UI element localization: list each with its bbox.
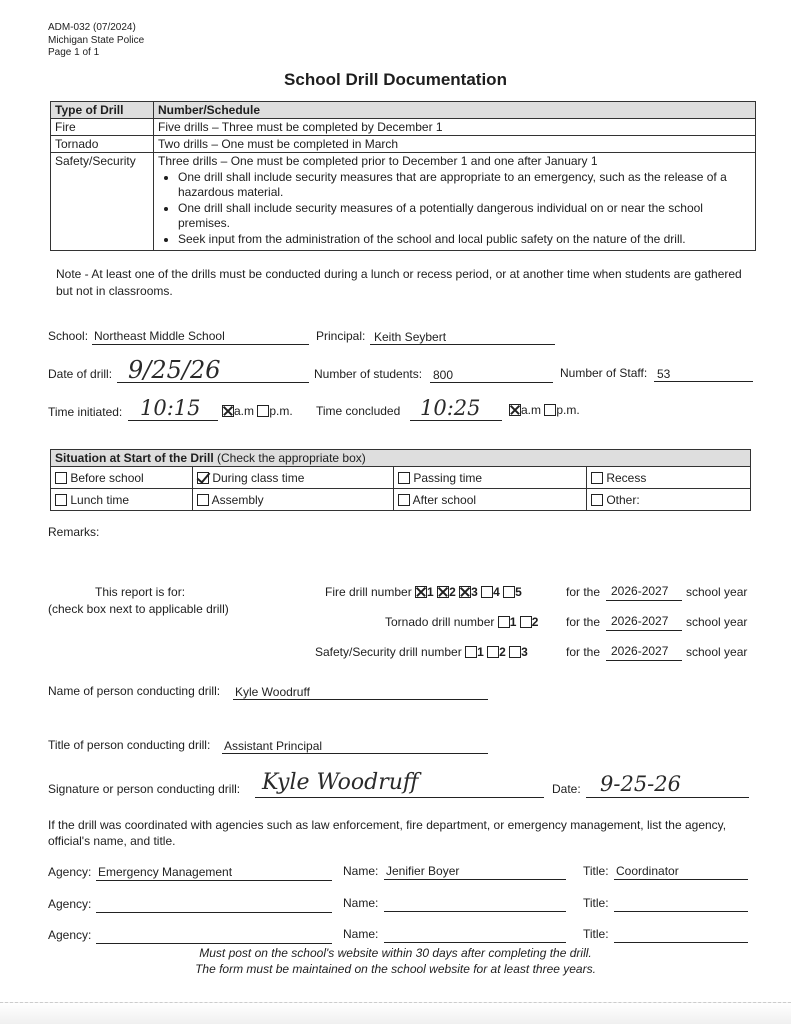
- option-after-school[interactable]: [394, 489, 587, 511]
- col-type-header: Type of Drill: [51, 102, 154, 119]
- official-title-field[interactable]: Coordinator: [616, 864, 679, 878]
- fire-drill-label: Fire drill number: [325, 585, 412, 599]
- option-label: Assembly: [211, 492, 264, 507]
- tornado-year-field[interactable]: 2026-2027: [611, 614, 669, 628]
- students-field[interactable]: 800: [433, 368, 454, 382]
- time-init-ampm: [222, 404, 293, 418]
- agency-line: [96, 912, 332, 913]
- drill-type-cell: Safety/Security: [51, 153, 154, 251]
- school-year-label: school year: [686, 585, 748, 599]
- agency-label: Agency:: [48, 865, 92, 879]
- official-name-line: [384, 942, 566, 943]
- bullet-item: • One drill shall include security measures that are appropriate to an emergency, such as the release of a hazardous material.: [178, 170, 751, 200]
- table-row: [51, 153, 756, 251]
- situation-table: [50, 449, 751, 511]
- school-line: [92, 344, 309, 345]
- official-name-line: [384, 911, 566, 912]
- checkbox[interactable]: [55, 494, 67, 506]
- fire-num: 4: [493, 585, 500, 599]
- checkbox[interactable]: [591, 472, 603, 484]
- fire-drill-checkbox-4[interactable]: [481, 586, 493, 598]
- tornado-drill-label: Tornado drill number: [385, 615, 495, 629]
- fire-drill-checkbox-5[interactable]: [503, 586, 515, 598]
- report-for-label: This report is for:: [95, 585, 186, 599]
- safety-year-field[interactable]: 2026-2027: [611, 644, 669, 658]
- official-name-label: Name:: [343, 896, 379, 910]
- official-title-label: Title:: [583, 864, 609, 878]
- am-label: a.m: [521, 403, 542, 417]
- safety-num: 2: [499, 645, 506, 659]
- page-number: Page 1 of 1: [48, 47, 100, 58]
- year-line: [606, 600, 682, 601]
- fire-num: 1: [427, 585, 434, 599]
- sig-date-field[interactable]: 9-25-26: [600, 772, 681, 796]
- principal-field[interactable]: Keith Seybert: [374, 330, 447, 344]
- sig-date-line: [586, 797, 749, 798]
- tornado-drill-checkbox-1[interactable]: [498, 616, 510, 628]
- official-name-label: Name:: [343, 927, 379, 941]
- situation-header: [51, 450, 751, 467]
- official-title-line: [614, 879, 748, 880]
- situation-header-hint: (Check the appropriate box): [217, 451, 366, 465]
- am-checkbox[interactable]: [509, 404, 521, 416]
- option-label: During class time: [212, 470, 305, 485]
- person-name-field[interactable]: Kyle Woodruff: [235, 685, 310, 699]
- drill-type-cell: Fire: [51, 119, 154, 136]
- agency-label: Agency:: [48, 897, 92, 911]
- official-name-line: [384, 879, 566, 880]
- table-row: [51, 136, 756, 153]
- time-concluded-ampm: [509, 403, 580, 417]
- person-title-field[interactable]: Assistant Principal: [224, 739, 323, 753]
- checkbox[interactable]: [398, 494, 410, 506]
- option-label: Lunch time: [70, 492, 130, 507]
- safety-bullets: [158, 170, 751, 247]
- fire-num: 5: [515, 585, 522, 599]
- signature-line: [255, 797, 544, 798]
- footer-line-1: Must post on the school's website within 30 days after completing the drill.: [199, 946, 592, 960]
- school-year-label: school year: [686, 615, 748, 629]
- date-of-drill-field[interactable]: 9/25/26: [128, 356, 221, 384]
- option-label: Recess: [606, 470, 647, 485]
- col-schedule-header: Number/Schedule: [154, 102, 756, 119]
- pm-label: p.m.: [269, 404, 293, 418]
- remarks-label: Remarks:: [48, 525, 100, 539]
- option-label: Other:: [606, 492, 640, 507]
- year-line: [606, 630, 682, 631]
- person-title-line: [222, 753, 488, 754]
- for-the-label: for the: [566, 585, 601, 599]
- school-field[interactable]: Northeast Middle School: [94, 329, 225, 343]
- official-title-line: [614, 942, 748, 943]
- fire-num: 2: [449, 585, 456, 599]
- staff-label: Number of Staff:: [560, 366, 648, 380]
- am-checkbox[interactable]: [222, 405, 234, 417]
- school-year-label: school year: [686, 645, 748, 659]
- principal-line: [370, 344, 555, 345]
- tornado-num: 1: [509, 615, 517, 629]
- option-other[interactable]: [587, 489, 751, 511]
- safety-num: 1: [477, 645, 484, 659]
- staff-field[interactable]: 53: [657, 367, 671, 381]
- drill-schedule-cell: Five drills – Three must be completed by December 1: [154, 119, 756, 136]
- school-label: School:: [48, 329, 89, 343]
- safety-drill-checkbox-3[interactable]: [509, 646, 521, 658]
- date-of-drill-label: Date of drill:: [48, 367, 113, 381]
- safety-drill-checkbox-1[interactable]: [465, 646, 477, 658]
- time-initiated-field[interactable]: 10:15: [140, 396, 201, 420]
- fire-drill-checkbox-1[interactable]: [415, 586, 427, 598]
- bullet-item: • Seek input from the administration of the school and local public safety on the nature of the drill.: [178, 232, 751, 247]
- sig-date-label: Date:: [552, 782, 581, 796]
- safety-drill-label: Safety/Security drill number: [315, 645, 462, 659]
- option-recess[interactable]: [587, 467, 751, 489]
- checkbox-checked[interactable]: [197, 472, 209, 484]
- official-title-line: [614, 911, 748, 912]
- drill-schedule-cell: Two drills – One must be completed in March: [154, 136, 756, 153]
- page-title: School Drill Documentation: [284, 70, 507, 89]
- person-name-label: Name of person conducting drill:: [48, 684, 221, 698]
- drill-type-cell: Tornado: [51, 136, 154, 153]
- fire-drill-row: [325, 585, 522, 599]
- checkbox[interactable]: [591, 494, 603, 506]
- bullet-item: • One drill shall include security measures of a potentially dangerous individual on or near the school premises.: [178, 201, 751, 231]
- option-lunch-time[interactable]: [51, 489, 193, 511]
- option-before-school[interactable]: [51, 467, 193, 489]
- official-name-label: Name:: [343, 864, 379, 878]
- staff-line: [654, 381, 753, 382]
- safety-drill-row: [315, 645, 528, 659]
- fire-year-field[interactable]: 2026-2027: [611, 584, 669, 598]
- report-hint: (check box next to applicable drill): [48, 602, 229, 616]
- checkbox[interactable]: [197, 494, 209, 506]
- fire-drill-checkbox-2[interactable]: [437, 586, 449, 598]
- tornado-num: 2: [531, 615, 539, 629]
- agency-line: [96, 880, 332, 881]
- option-passing-time[interactable]: [394, 467, 587, 489]
- drill-requirements-table: [50, 101, 756, 251]
- option-assembly[interactable]: [193, 489, 394, 511]
- checkbox[interactable]: [55, 472, 67, 484]
- time-initiated-label: Time initiated:: [48, 405, 123, 419]
- option-label: Before school: [70, 470, 144, 485]
- safety-drill-checkbox-2[interactable]: [487, 646, 499, 658]
- for-the-label: for the: [566, 615, 601, 629]
- checkbox[interactable]: [398, 472, 410, 484]
- situation-header-bold: Situation at Start of the Drill: [55, 451, 214, 465]
- option-label: Passing time: [413, 470, 483, 485]
- note-text: Note - At least one of the drills must be conducted during a lunch or recess period, or at another time when students are gathered but not in classrooms.: [56, 267, 742, 298]
- time-concluded-label: Time concluded: [316, 404, 401, 418]
- time-concluded-field[interactable]: 10:25: [420, 396, 481, 420]
- agency-line: [96, 943, 332, 944]
- pm-label: p.m.: [556, 403, 580, 417]
- official-name-field[interactable]: Jenifier Boyer: [386, 864, 460, 878]
- person-name-line: [233, 699, 488, 700]
- official-title-label: Title:: [583, 927, 609, 941]
- agency-field[interactable]: Emergency Management: [98, 865, 233, 879]
- scan-edge: [0, 1002, 791, 1024]
- for-the-label: for the: [566, 645, 601, 659]
- agency-label: Agency:: [48, 928, 92, 942]
- tornado-drill-row: [385, 615, 538, 629]
- signature-field[interactable]: Kyle Woodruff: [262, 770, 419, 795]
- pm-checkbox[interactable]: [257, 405, 269, 417]
- official-title-label: Title:: [583, 896, 609, 910]
- students-line: [430, 382, 553, 383]
- option-label: After school: [412, 492, 477, 507]
- form-id: ADM-032 (07/2024): [48, 22, 136, 33]
- time-concluded-line: [410, 420, 502, 421]
- footer-line-2: The form must be maintained on the school website for at least three years.: [195, 962, 596, 976]
- am-label: a.m: [234, 404, 255, 418]
- students-label: Number of students:: [314, 367, 423, 381]
- safety-num: 3: [521, 645, 528, 659]
- fire-num: 3: [471, 585, 478, 599]
- table-row: [51, 119, 756, 136]
- agency-name: Michigan State Police: [48, 35, 145, 46]
- person-title-label: Title of person conducting drill:: [48, 738, 211, 752]
- time-init-line: [128, 420, 218, 421]
- principal-label: Principal:: [316, 329, 366, 343]
- fire-drill-checkbox-3[interactable]: [459, 586, 471, 598]
- drill-schedule-text: Three drills – One must be completed prior to December 1 and one after January 1: [158, 154, 598, 168]
- year-line: [606, 660, 682, 661]
- tornado-drill-checkbox-2[interactable]: [520, 616, 532, 628]
- option-during-class[interactable]: [193, 467, 394, 489]
- pm-checkbox[interactable]: [544, 404, 556, 416]
- drill-schedule-cell: [154, 153, 756, 251]
- agency-intro: If the drill was coordinated with agencies such as law enforcement, fire department, or emergency management, list the agency, official's name, and title.: [48, 818, 727, 848]
- signature-label: Signature or person conducting drill:: [48, 782, 241, 796]
